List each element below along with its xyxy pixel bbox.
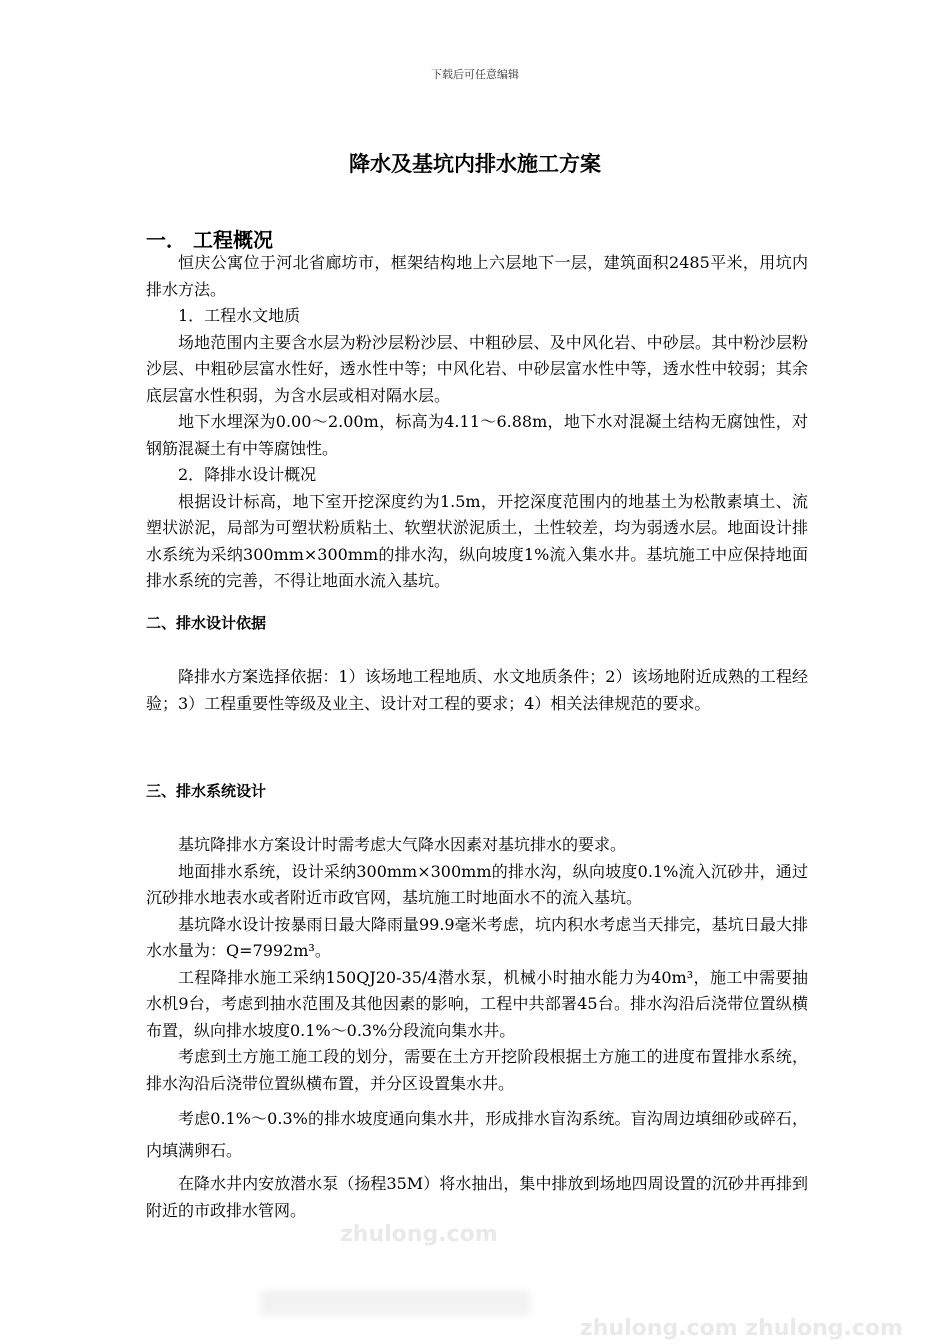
section-2-body: [146, 664, 808, 717]
paragraph: 恒庆公寓位于河北省廊坊市，框架结构地上六层地下一层，建筑面积2485平米，用坑内排水方法。: [146, 253, 808, 299]
section-3-body: [146, 832, 808, 1224]
section-2-heading: 二、排水设计依据: [146, 614, 267, 632]
paragraph: 在降水井内安放潜水泵（扬程35M）将水抽出，集中排放到场地四周设置的沉砂井再排到附近的市政排水管网。: [146, 1174, 808, 1220]
section-1-body: [146, 250, 808, 595]
section-3-heading: 三、排水系统设计: [146, 782, 267, 800]
watermark-smudge: [260, 1290, 530, 1316]
watermark: zhulong.com: [340, 1222, 498, 1247]
subheading: 2．降排水设计概况: [178, 465, 317, 484]
paragraph: 降排水方案选择依据：1）该场地工程地质、水文地质条件；2）该场地附近成熟的工程经验；3）工程重要性等级及业主、设计对工程的要求；4）相关法律规范的要求。: [146, 667, 808, 713]
paragraph: 根据设计标高，地下室开挖深度约为1.5m，开挖深度范围内的地基土为松散素填土、流塑状淤泥，局部为可塑状粉质粘土、软塑状淤泥质土，土性较差，均为弱透水层。地面设计排水系统为采纳300mm×300mm的排水沟，纵向坡度1%流入集水井。基坑施工中应保持地面排水系统的完善，不得让地面水流入基坑。: [146, 491, 808, 590]
paragraph: 考虑0.1%～0.3%的排水坡度通向集水井，形成排水盲沟系统。盲沟周边填细砂或碎石，内填满卵石。: [146, 1109, 808, 1160]
document-title: 降水及基坑内排水施工方案: [349, 152, 601, 176]
paragraph: 地下水埋深为0.00～2.00m，标高为4.11～6.88m，地下水对混凝土结构无腐蚀性，对钢筋混凝土有中等腐蚀性。: [146, 412, 808, 458]
paragraph: 考虑到土方施工施工段的划分，需要在土方开挖阶段根据土方施工的进度布置排水系统，排水沟沿后浇带位置纵横布置，并分区设置集水井。: [146, 1047, 808, 1093]
subheading: 1．工程水文地质: [178, 306, 301, 325]
paragraph: 场地范围内主要含水层为粉沙层粉沙层、中粗砂层、及中风化岩、中砂层。其中粉沙层粉沙层、中粗砂层富水性好，透水性中等；中风化岩、中砂层富水性中等，透水性中较弱；其余底层富水性积弱，为含水层或相对隔水层。: [146, 332, 808, 405]
paragraph: 基坑降排水方案设计时需考虑大气降水因素对基坑排水的要求。: [178, 835, 627, 854]
watermark: zhulong.com zhulong.com: [580, 1316, 903, 1341]
paragraph: 基坑降水设计按暴雨日最大降雨量99.9毫米考虑，坑内积水考虑当天排完，基坑日最大排水水量为：Q=7992m³。: [146, 914, 808, 960]
paragraph: 工程降排水施工采纳150QJ20-35/4潜水泵，机械小时抽水能力为40m³，施工中需要抽水机9台，考虑到抽水范围及其他因素的影响，工程中共部署45台。排水沟沿后浇带位置纵横布置，纵向排水坡度0.1%～0.3%分段流向集水井。: [146, 967, 808, 1040]
section-1-heading: 一． 工程概况: [146, 228, 273, 252]
paragraph: 地面排水系统，设计采纳300mm×300mm的排水沟，纵向坡度0.1%流入沉砂井，通过沉砂排水地表水或者附近市政官网，基坑施工时地面水不的流入基坑。: [146, 861, 808, 907]
header-note: 下载后可任意编辑: [431, 68, 519, 81]
